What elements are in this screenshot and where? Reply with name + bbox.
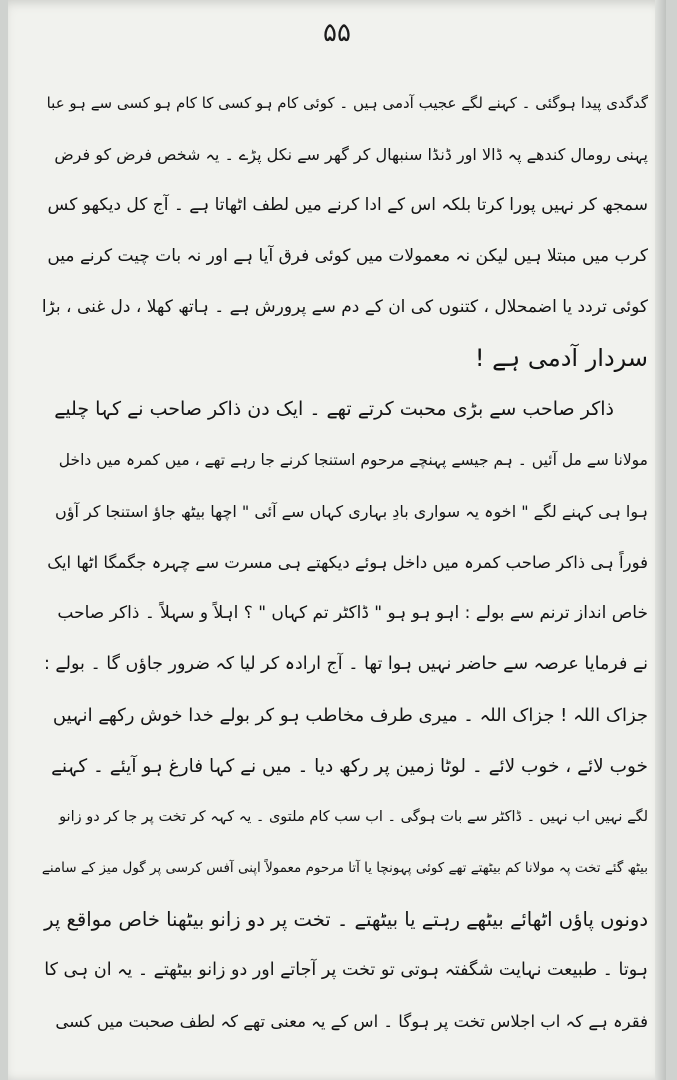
text-line: سمجھ کر نہیں پورا کرتا بلکہ اس کے ادا کرنے میں لطف اٹھاتا ہے ۔ آج کل دیکھو کس <box>47 195 648 215</box>
book-page <box>8 0 666 1080</box>
text-line: کوئی تردد یا اضمحلال ، کتنوں کی ان کے دم سے پرورش ہے ۔ ہاتھ کھلا ، دل غنی ، بڑا <box>42 297 648 317</box>
text-line: کرب میں مبتلا ہیں لیکن نہ معمولات میں کوئی فرق آیا ہے اور نہ بات چیت کرنے میں <box>47 246 648 266</box>
text-line: ہوتا ۔ طبیعت نہایت شگفتہ ہوتی تو تخت پر آجاتے اور دو زانو بیٹھتے ۔ یہ ان ہی کا <box>44 960 648 980</box>
text-line: سردار آدمی ہے ! <box>474 344 648 372</box>
page-number: ۵۵ <box>323 18 351 48</box>
page-edge <box>655 0 666 1080</box>
text-line: بیٹھ گئے تخت پہ مولانا کم بیٹھتے تھے کوئی پہونچا یا آتا مرحوم معمولاً اپنی آفس کرسی پر گول میز کے سامنے <box>42 860 648 876</box>
text-line: مولانا سے مل آئیں ۔ ہم جیسے پہنچے مرحوم استنجا کرنے جا رہے تھے ، میں کمرہ میں داخل <box>58 451 648 469</box>
page-text <box>42 78 648 1047</box>
text-line: نے فرمایا عرصہ سے حاضر نہیں ہوا تھا ۔ آج ارادہ کر لیا کہ ضرور جاؤں گا ۔ بولے : <box>43 654 648 674</box>
text-line: فوراً ہی ذاکر صاحب کمرہ میں داخل ہوئے دیکھتے ہی مسرت سے چہرہ جگمگا اٹھا ایک <box>47 553 648 572</box>
paragraph-start-line: ذاکر صاحب سے بڑی محبت کرتے تھے ۔ ایک دن ذاکر صاحب نے کہا چلیے <box>54 398 614 420</box>
text-line: گدگدی پیدا ہوگئی ۔ کہنے لگے عجیب آدمی ہیں ۔ کوئی کام ہو کسی کا کام ہو کسی سے ہو عبا <box>46 94 648 112</box>
text-line: لگے نہیں اب نہیں ۔ ڈاکٹر سے بات ہوگی ۔ اب سب کام ملتوی ۔ یہ کہہ کر تخت پر جا کر دو زانو <box>59 809 648 825</box>
text-line: خوب لائے ، خوب لائے ۔ لوٹا زمین پر رکھ دیا ۔ میں نے کہا فارغ ہو آیئے ۔ کہنے <box>51 756 648 777</box>
text-line: دونوں پاؤں اٹھائے بیٹھے رہتے یا بیٹھتے ۔ تخت پر دو زانو بیٹھنا خاص مواقع پر <box>44 908 648 931</box>
text-line: پہنی رومال کندھے پہ ڈالا اور ڈنڈا سنبھال کر گھر سے نکل پڑے ۔ یہ شخص فرض کو فرض <box>54 145 648 164</box>
text-line: ہوا ہی کہنے لگے " اخوہ یہ سواری بادِ بہاری کہاں سے آئی " اچھا بیٹھ جاؤ استنجا کر آؤں <box>54 502 648 521</box>
text-line: جزاک اللہ ! جزاک اللہ ۔ میری طرف مخاطب ہو کر بولے خدا خوش رکھے انہیں <box>52 705 648 726</box>
text-line: خاص انداز ترنم سے بولے : اہو ہو ہو " ڈاکٹر تم کہاں " ؟ اہلاً و سہلاً ۔ ذاکر صاحب <box>57 603 648 623</box>
text-line: فقرہ ہے کہ اب اجلاس تخت پر ہوگا ۔ اس کے یہ معنی تھے کہ لطف صحبت میں کسی <box>55 1012 648 1031</box>
